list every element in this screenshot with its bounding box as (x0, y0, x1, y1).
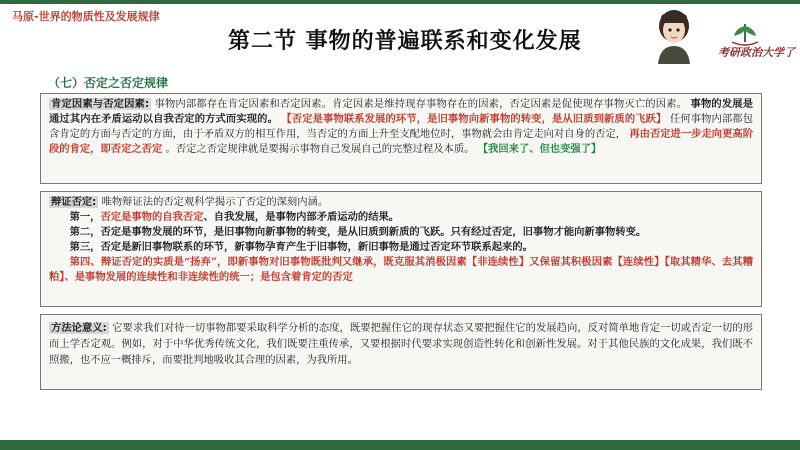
box2-line-1a: 第一， (69, 211, 101, 223)
box2-line-4: 第四、辩证否定的实质是“扬弃”，即新事物对旧事物既批判又继承，既克服其消极因素【非连续性】又保留其积极因素【连续性】【取其精华、去其糟粕】、是事物发展的连续性和非连续性的统一；是包含着肯定的否定 (49, 256, 753, 283)
box1-text-5: 再由否定进一步走向更高阶段的肯定，即否定之否定 (49, 128, 753, 155)
box-affirmation-negation (40, 93, 762, 184)
box2-line-1c: 、自我发展，是事物内部矛盾运动的结果。 (203, 211, 400, 223)
box-methodology (40, 314, 762, 390)
page-title: 第二节 事物的普遍联系和变化发展 (228, 28, 582, 54)
box3-text-1: 它要求我们对待一切事物都要采取科学分析的态度，既要把握住它的现存状态又要把握住它的发展趋向，反对简单地肯定一切或否定一切的形而上学否定观。例如，对于中华优秀传统文化，我们既要注重传承，又要根据时代要求实现创造性转化和创新性发展。对于其他民族的文化成果，我们既不照搬，也不应一概排斥，而要批判地吸收其合理的因素，为我所用。 (49, 322, 754, 366)
course-label: 马原-世界的物质性及发展规律 (12, 10, 160, 23)
box2-line-1b: 否定是事物的自我否定 (100, 211, 204, 223)
box1-text-1: 事物内部都存在肯定因素和否定因素。肯定因素是维持现存事物存在的因素，否定因素是促使现存事物灭亡的因素。 (154, 98, 688, 110)
box2-line-3: 第三，否定是新旧事物联系的环节，新事物孕育产生于旧事物，新旧事物是通过否定环节联系起来的。 (69, 241, 533, 253)
box1-text-4: 任何事物内部都包含肯定的方面与否定的方面，由于矛盾双方的相互作用，当否定的方面上升至支配地位时，事物就会由肯定走向对自身的否定， (49, 113, 754, 140)
box-dialectical-negation (40, 191, 762, 307)
teacher-avatar-icon (652, 6, 696, 64)
box3-label: 方法论意义: (51, 322, 107, 334)
box2-text-1: 唯物辩证法的否定观科学揭示了否定的深刻内涵。 (101, 196, 329, 208)
box1-text-2: 事物的发展是通过其内在矛盾运动以自我否定的方式而实现的。 (49, 98, 754, 125)
box2-line-2: 第二，否定是事物发展的环节，是旧事物向新事物的转变，是从旧质到新质的飞跃。只有经过否定，旧事物才能向新事物转变。 (69, 226, 647, 238)
section-heading: （七）否定之否定规律 (48, 76, 169, 90)
box1-text-7: 【我回来了、但也变强了】 (477, 143, 602, 155)
brand-logo-text: 考研政治大学了 (718, 46, 795, 59)
box1-text-3: 【否定是事物联系发展的环节，是旧事物向新事物的转变，是从旧质到新质的飞跃】 (281, 113, 667, 125)
box2-label: 辩证否定: (51, 196, 97, 208)
top-accent-bar (0, 0, 800, 4)
box1-text-6: 。否定之否定规律就是要揭示事物自己发展自己的完整过程及本质。 (165, 143, 475, 155)
box1-label: 肯定因素与否定因素: (51, 98, 150, 110)
bottom-accent-bar (0, 440, 800, 450)
